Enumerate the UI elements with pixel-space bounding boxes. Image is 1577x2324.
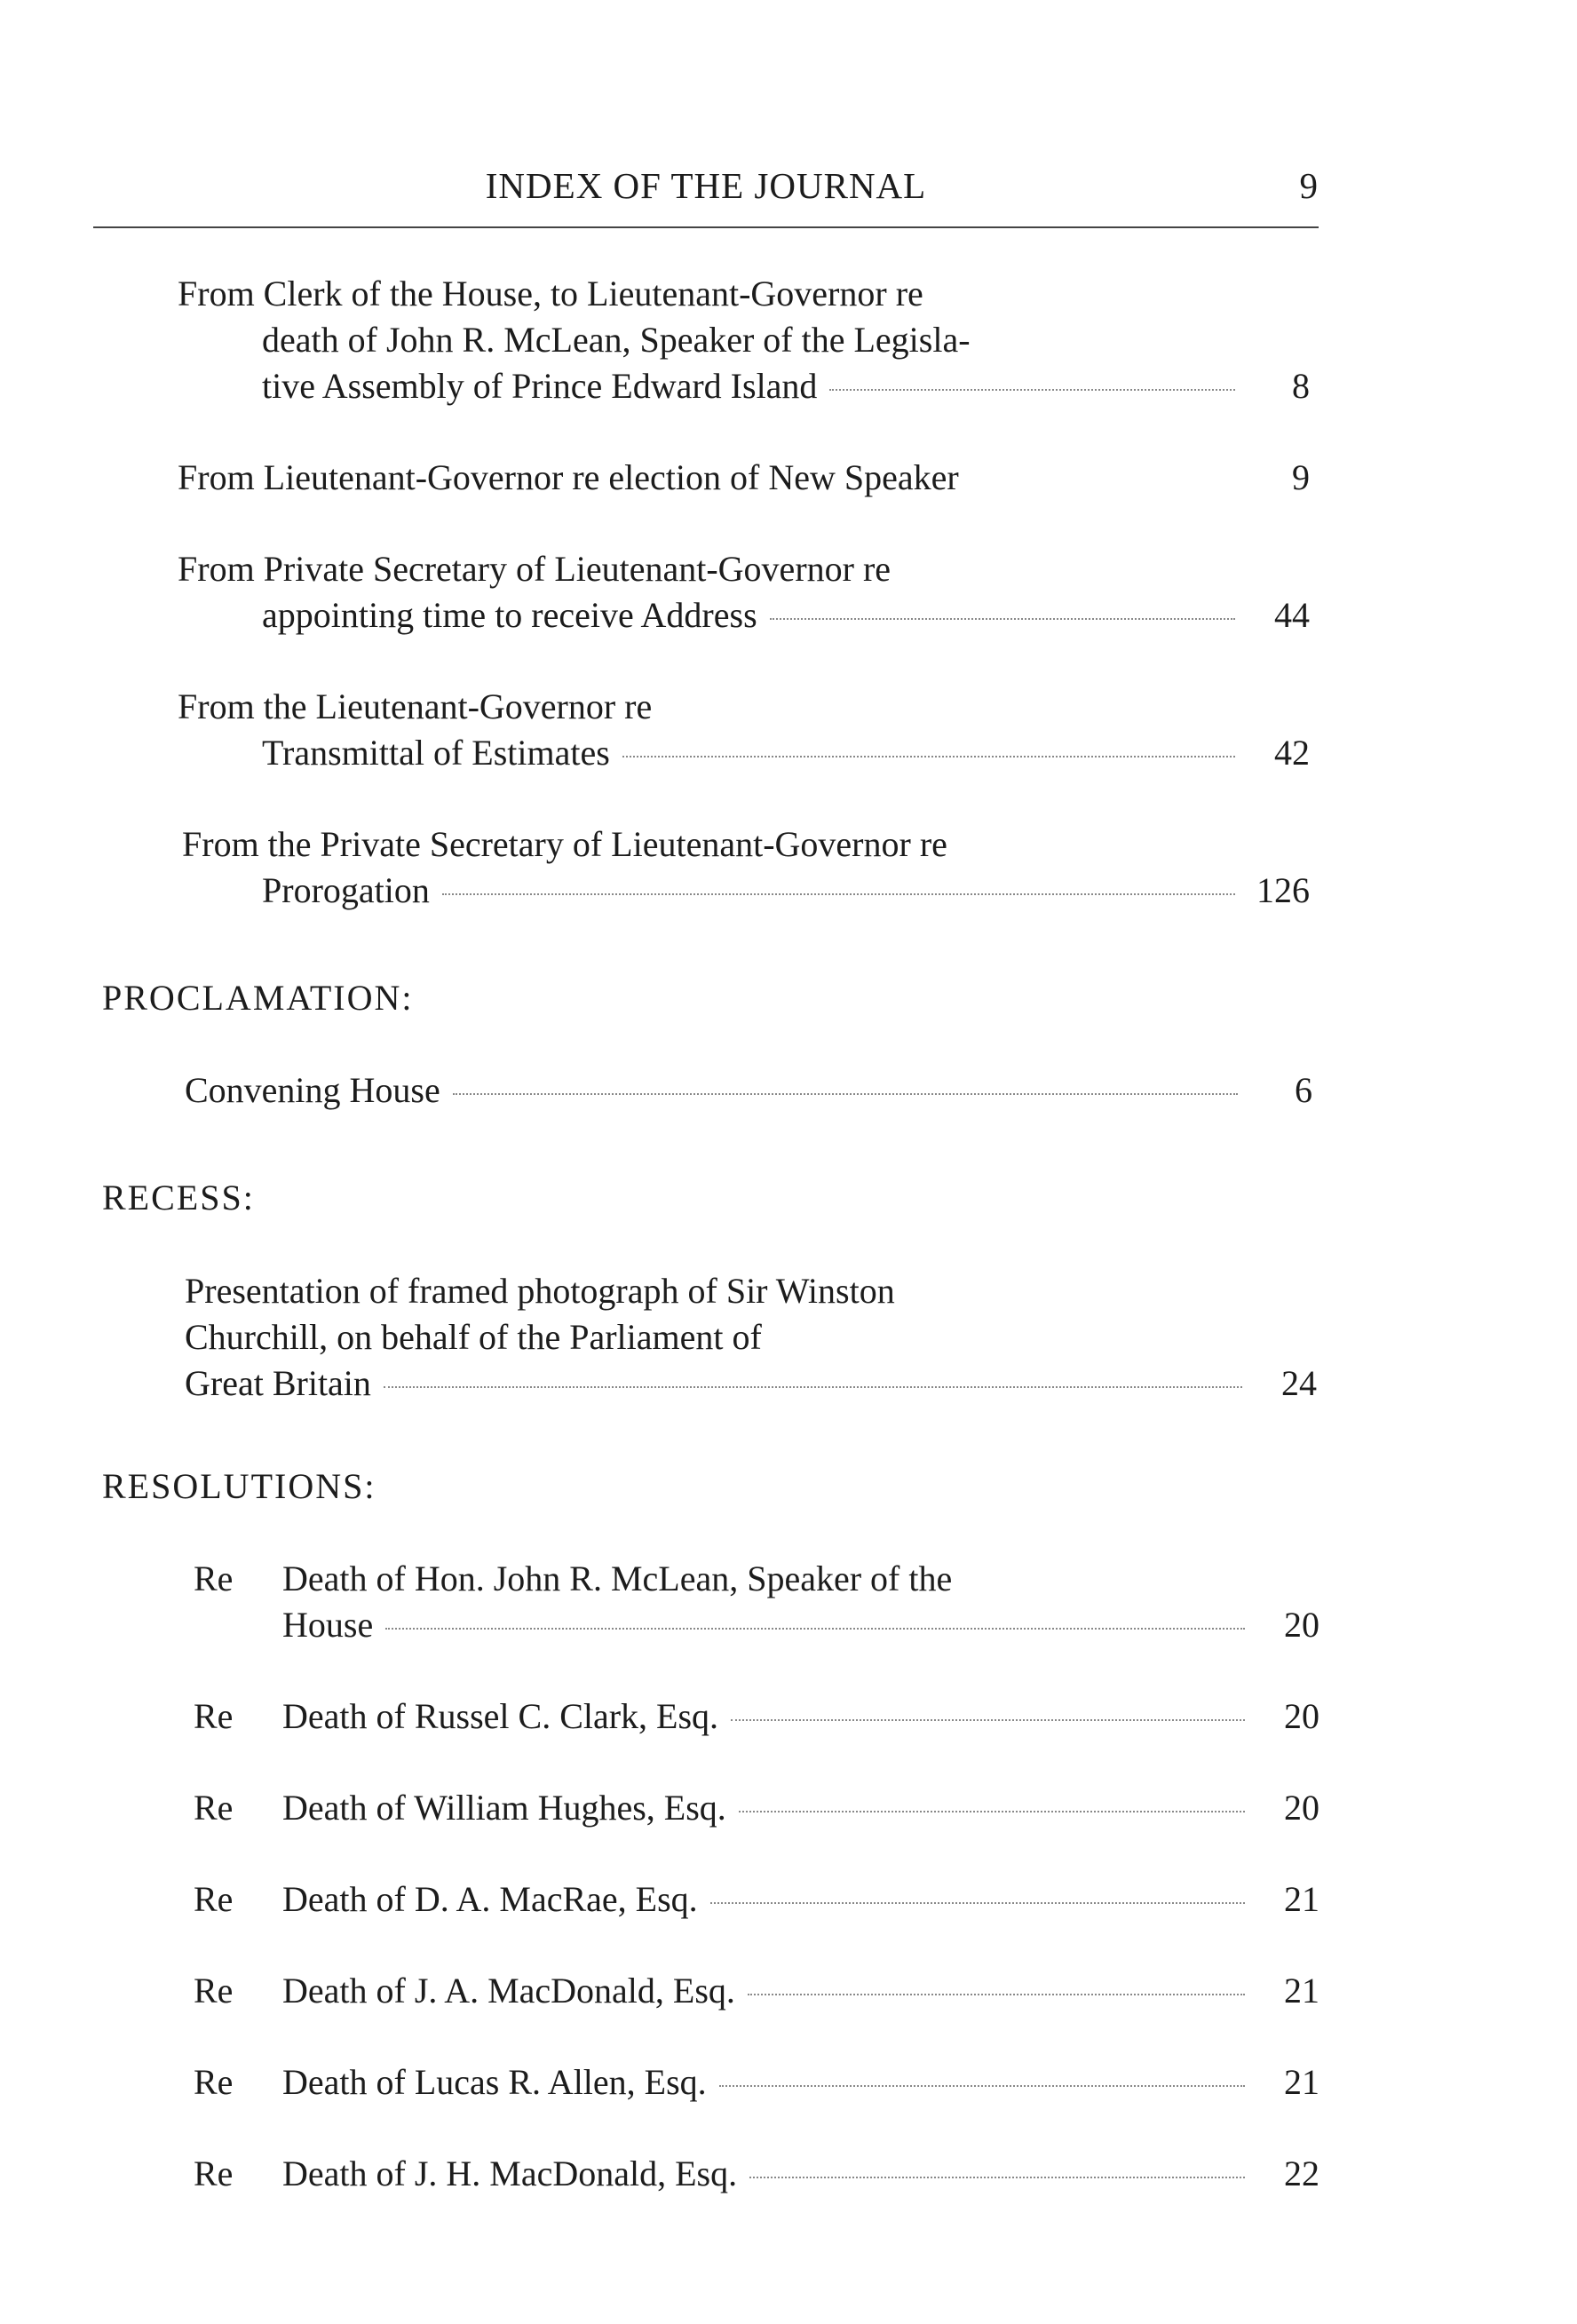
dot-leader [748, 1994, 1245, 1995]
entry-page-number: 20 [1284, 1605, 1319, 1645]
resolution-entry [194, 1693, 1319, 1740]
resolution-entry [194, 2059, 1319, 2106]
header-rule [93, 226, 1319, 228]
entry-last-line [185, 1067, 1312, 1114]
entry-last-line [178, 730, 1310, 776]
resolution-prefix: Re [194, 1696, 234, 1736]
message-entry-address [178, 546, 1310, 639]
entry-last-line [178, 363, 1310, 409]
entry-last-line [178, 455, 1310, 501]
dot-leader [770, 618, 1235, 620]
entry-text: Transmittal of Estimates [262, 733, 610, 773]
entry-line: From the Lieutenant-Governor re [178, 686, 653, 726]
entry-last-line [282, 1876, 1319, 1923]
entry-line: From Clerk of the House, to Lieutenant-Governor re [178, 274, 923, 313]
message-entry-new-speaker [178, 455, 1310, 501]
resolution-prefix: Re [194, 1788, 234, 1828]
entry-text: Death of Lucas R. Allen, Esq. [282, 2062, 707, 2102]
entry-text: Death of J. A. MacDonald, Esq. [282, 1971, 735, 2011]
entry-last-line [282, 1968, 1319, 2014]
entry-text: tive Assembly of Prince Edward Island [262, 366, 818, 406]
entry-text: Death of D. A. MacRae, Esq. [282, 1879, 698, 1919]
proclamation-entry [185, 1067, 1312, 1114]
dot-leader [739, 1811, 1245, 1812]
entry-text: Great Britain [185, 1363, 371, 1403]
entry-last-line [282, 1602, 1319, 1648]
entry-last-line [282, 2059, 1319, 2106]
entry-text: House [282, 1605, 374, 1645]
resolution-entry [194, 1556, 1319, 1648]
entry-text: Convening House [185, 1070, 440, 1110]
dot-leader [710, 1902, 1245, 1904]
resolution-entry [194, 1785, 1319, 1831]
resolution-entry [194, 1968, 1319, 2014]
entry-page-number: 20 [1284, 1788, 1319, 1828]
entry-page-number: 42 [1274, 733, 1310, 773]
entry-page-number: 22 [1284, 2153, 1319, 2193]
journal-title: INDEX OF THE JOURNAL [485, 165, 927, 206]
section-heading-proclamation: PROCLAMATION: [102, 978, 414, 1018]
entry-page-number: 6 [1295, 1070, 1312, 1110]
resolution-prefix: Re [194, 2153, 234, 2193]
resolution-prefix: Re [194, 1879, 234, 1919]
entry-last-line [185, 1360, 1317, 1407]
entry-line: Death of Hon. John R. McLean, Speaker of the [282, 1559, 953, 1598]
resolution-entry [194, 1876, 1319, 1923]
dot-leader [719, 2085, 1245, 2087]
entry-page-number: 21 [1284, 1879, 1319, 1919]
dot-leader [384, 1386, 1242, 1388]
entry-page-number: 8 [1292, 366, 1310, 406]
entry-page-number: 9 [1292, 457, 1310, 497]
entry-line: From Private Secretary of Lieutenant-Governor re [178, 549, 892, 589]
entry-line: From the Private Secretary of Lieutenant-Governor re [182, 824, 947, 864]
entry-last-line [282, 2151, 1319, 2197]
entry-page-number: 21 [1284, 1971, 1319, 2011]
entry-text: Prorogation [262, 870, 430, 910]
entry-last-line [178, 592, 1310, 639]
dot-leader [829, 389, 1235, 391]
entry-text: Death of J. H. MacDonald, Esq. [282, 2153, 738, 2193]
entry-line: Presentation of framed photograph of Sir Winston [185, 1271, 895, 1311]
entry-text: From Lieutenant-Governor re election of New Speaker [178, 457, 959, 497]
entry-page-number: 20 [1284, 1696, 1319, 1736]
resolution-prefix: Re [194, 1971, 234, 2011]
entry-text: Death of Russel C. Clark, Esq. [282, 1696, 719, 1736]
dot-leader [385, 1628, 1245, 1630]
dot-leader [622, 756, 1235, 757]
entry-page-number: 44 [1274, 595, 1310, 635]
recess-entry [185, 1268, 1317, 1407]
page-number: 9 [1299, 165, 1319, 206]
entry-last-line [182, 868, 1310, 914]
entry-page-number: 21 [1284, 2062, 1319, 2102]
resolution-entry [194, 2151, 1319, 2197]
message-entry-prorogation [182, 821, 1310, 914]
entry-page-number: 24 [1281, 1363, 1317, 1403]
entry-last-line [282, 1693, 1319, 1740]
running-header [93, 164, 1319, 209]
message-entry-clerk [178, 271, 1310, 409]
dot-leader [453, 1093, 1238, 1095]
dot-leader [749, 2177, 1245, 2178]
message-entry-estimates [178, 684, 1310, 776]
section-heading-resolutions: RESOLUTIONS: [102, 1466, 376, 1506]
entry-last-line [282, 1785, 1319, 1831]
entry-line: Churchill, on behalf of the Parliament of [185, 1317, 762, 1357]
resolution-prefix: Re [194, 1559, 234, 1598]
entry-text: appointing time to receive Address [262, 595, 757, 635]
entry-page-number: 126 [1256, 870, 1310, 910]
dot-leader [731, 1719, 1245, 1721]
resolution-prefix: Re [194, 2062, 234, 2102]
section-heading-recess: RECESS: [102, 1178, 255, 1218]
dot-leader [442, 893, 1235, 895]
entry-text: Death of William Hughes, Esq. [282, 1788, 726, 1828]
entry-line: death of John R. McLean, Speaker of the Legisla- [262, 320, 971, 360]
